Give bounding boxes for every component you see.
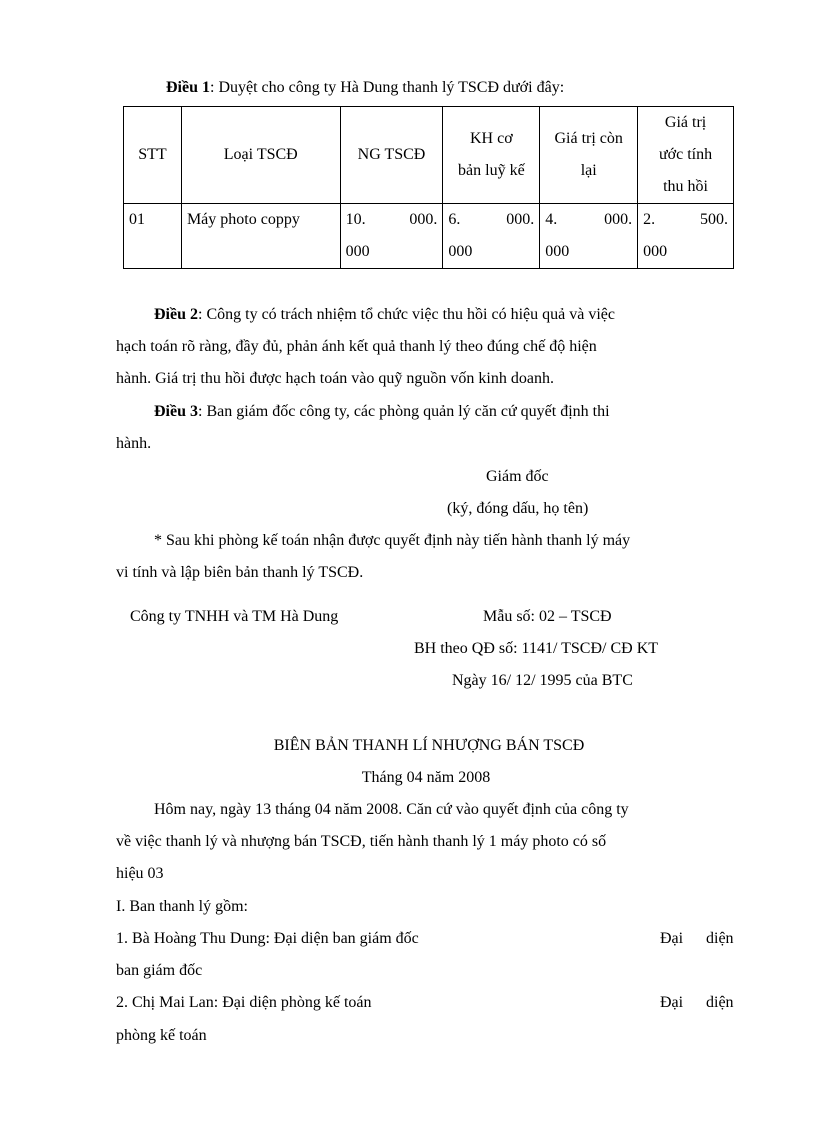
header-asset-type: Loại TSCĐ [181,107,340,204]
note-paragraph [116,525,738,589]
header-original-cost: NG TSCĐ [340,107,443,204]
article-2-line-3: hành. Giá trị thu hồi được hạch toán vào quỹ nguồn vốn kinh doanh. [116,370,554,387]
minutes-title: BIÊN BẢN THANH LÍ NHƯỢNG BÁN TSCĐ [273,737,585,754]
article-3-paragraph [116,396,738,460]
cell-accumulated-depreciation: 6. 000. 000 [443,204,540,269]
member-1-role-b: diện [706,930,734,947]
minutes-intro [116,794,738,890]
article-3-label: Điều 3 [154,403,198,420]
header-stt: STT [124,107,182,204]
table-row [124,204,734,269]
member-2: 2. Chị Mai Lan: Đại diện phòng kế toán [116,994,372,1011]
member-1-role-a: Đại [660,930,684,947]
article-2-line-1: : Công ty có trách nhiệm tổ chức việc thu hồi có hiệu quả và việc [198,306,615,323]
article-2-label: Điều 2 [154,306,198,323]
table-header-row [124,107,734,204]
note-line-2: vi tính và lập biên bản thanh lý TSCĐ. [116,564,364,581]
section-heading: I. Ban thanh lý gồm: [116,898,248,915]
intro-line-2: về việc thanh lý và nhượng bán TSCĐ, tiến hành thanh lý 1 máy photo có số [116,833,607,850]
member-2-role-a: Đại [660,994,684,1011]
form-number: Mẫu số: 02 – TSCĐ [483,608,612,625]
member-2-role-b: diện [706,994,734,1011]
asset-table [123,106,734,269]
cell-asset-type: Máy photo coppy [181,204,340,269]
decision-date: Ngày 16/ 12/ 1995 của BTC [452,672,633,689]
company-name: Công ty TNHH và TM Hà Dung [130,608,339,625]
intro-line-3: hiệu 03 [116,865,164,882]
cell-original-cost: 10. 000. 000 [340,204,443,269]
article-1-heading [166,72,564,104]
header-remaining-value: Giá trị còn lại [540,107,638,204]
header-estimated-recovery: Giá trị ước tính thu hồi [638,107,734,204]
cell-estimated-recovery: 2. 500. 000 [638,204,734,269]
article-3-line-2: hành. [116,435,152,452]
article-1-label: Điều 1 [166,79,210,96]
decision-reference: BH theo QĐ số: 1141/ TSCĐ/ CĐ KT [414,640,659,657]
article-2-line-2: hạch toán rõ ràng, đầy đủ, phản ánh kết quả thanh lý theo đúng chế độ hiện [116,338,597,355]
member-1: 1. Bà Hoàng Thu Dung: Đại diện ban giám đốc [116,930,419,947]
signature-note: (ký, đóng dấu, họ tên) [447,500,589,517]
member-2-continued: phòng kế toán [116,1027,207,1044]
article-1-text: : Duyệt cho công ty Hà Dung thanh lý TSCĐ dưới đây: [210,79,565,96]
article-2-paragraph [116,299,738,395]
intro-line-1: Hôm nay, ngày 13 tháng 04 năm 2008. Căn cứ vào quyết định của công ty [154,801,629,818]
minutes-month: Tháng 04 năm 2008 [361,769,491,786]
cell-remaining-value: 4. 000. 000 [540,204,638,269]
cell-stt: 01 [124,204,182,269]
header-accumulated-depreciation: KH cơ bản luỹ kế [443,107,540,204]
article-3-line-1: : Ban giám đốc công ty, các phòng quản lý căn cứ quyết định thi [198,403,610,420]
member-1-continued: ban giám đốc [116,962,203,979]
note-line-1: * Sau khi phòng kế toán nhận được quyết định này tiến hành thanh lý máy [154,532,631,549]
signature-title: Giám đốc [486,468,549,485]
